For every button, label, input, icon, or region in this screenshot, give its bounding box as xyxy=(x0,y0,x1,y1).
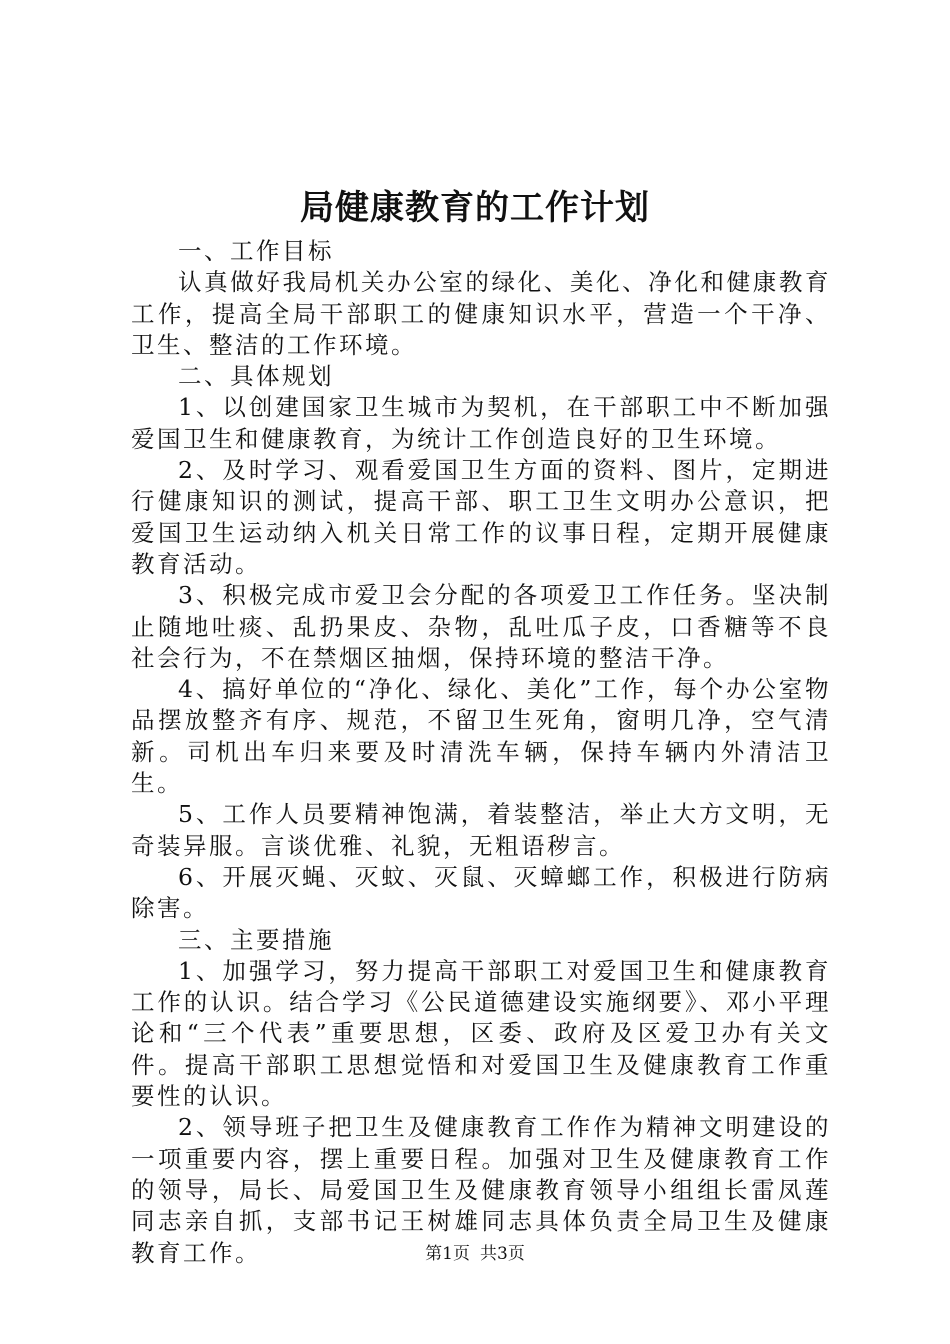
section-heading-goals: 一、工作目标 xyxy=(178,237,334,265)
paragraph-plan-5: 5、工作人员要精神饱满，着装整洁，举止大方文明，无奇装异服。言谈优雅、礼貌，无粗语秽言。 xyxy=(131,800,831,860)
paragraph-plan-4: 4、搞好单位的“净化、绿化、美化”工作，每个办公室物品摆放整齐有序、规范，不留卫生死角，窗明几净，空气清新。司机出车归来要及时清洗车辆，保持车辆内外清洁卫生。 xyxy=(131,675,831,798)
paragraph-plan-2: 2、及时学习、观看爱国卫生方面的资料、图片，定期进行健康知识的测试，提高干部、职工卫生文明办公意识，把爱国卫生运动纳入机关日常工作的议事日程，定期开展健康教育活动。 xyxy=(131,456,831,578)
section-heading-measures: 三、主要措施 xyxy=(178,925,334,954)
paragraph-plan-3: 3、积极完成市爱卫会分配的各项爱卫工作任务。坚决制止随地吐痰、乱扔果皮、杂物，乱吐瓜子皮，口香糖等不良社会行为，不在禁烟区抽烟，保持环境的整洁干净。 xyxy=(131,581,831,672)
paragraph-plan-1: 1、以创建国家卫生城市为契机，在干部职工中不断加强爱国卫生和健康教育，为统计工作创造良好的卫生环境。 xyxy=(131,393,831,453)
section-heading-plan: 二、具体规划 xyxy=(178,362,334,391)
document-title: 局健康教育的工作计划 xyxy=(300,188,650,228)
paragraph-measures-1: 1、加强学习，努力提高干部职工对爱国卫生和健康教育工作的认识。结合学习《公民道德建设实施纲要》、邓小平理论和“三个代表”重要思想，区委、政府及区爱卫办有关文件。提高干部职工思想觉悟和对爱国卫生及健康教育工作重要性的认识。 xyxy=(131,956,831,1111)
page-total: 共3页 xyxy=(480,1244,525,1264)
document-body xyxy=(131,236,831,1269)
paragraph-measures-2: 2、领导班子把卫生及健康教育工作作为精神文明建设的一项重要内容，摆上重要日程。加强对卫生及健康教育工作的领导，局长、局爱国卫生及健康教育领导小组组长雷凤莲同志亲自抓，支部书记王树雄同志具体负责全局卫生及健康教育工作。 xyxy=(131,1113,831,1267)
page-footer xyxy=(0,1243,950,1265)
paragraph-plan-6: 6、开展灭蝇、灭蚊、灭鼠、灭蟑螂工作，积极进行防病除害。 xyxy=(131,862,831,923)
paragraph-goals: 认真做好我局机关办公室的绿化、美化、净化和健康教育工作，提高全局干部职工的健康知识水平，营造一个干净、卫生、整洁的工作环境。 xyxy=(131,268,831,359)
page-number: 第1页 xyxy=(425,1244,470,1264)
